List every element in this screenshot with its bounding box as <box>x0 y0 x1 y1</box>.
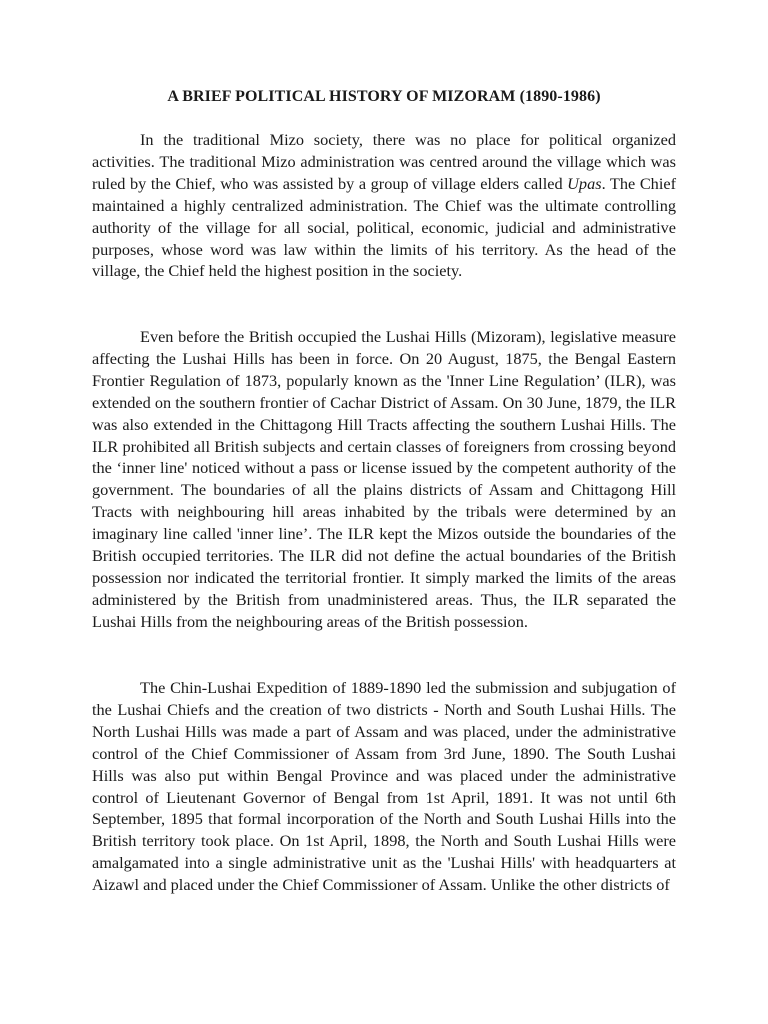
paragraph-traditional-society <box>92 129 676 282</box>
document-title: A BRIEF POLITICAL HISTORY OF MIZORAM (1890-1986) <box>167 88 601 105</box>
paragraph-chin-lushai-expedition: The Chin-Lushai Expedition of 1889-1890 led the submission and subjugation of the Lushai Chiefs and the creation of two districts - North and South Lushai Hills. The North Lushai Hills was made a part of Assam and was placed, under the administrative control of the Chief Commissioner of Assam from 3rd June, 1890. The South Lushai Hills was also put within Bengal Province and was placed under the administrative control of Lieutenant Governor of Bengal from 1st April, 1891. It was not until 6th September, 1895 that formal incorporation of the North and South Lushai Hills into the British territory took place. On 1st April, 1898, the North and South Lushai Hills were amalgamated into a single administrative unit as the 'Lushai Hills' with headquarters at Aizawl and placed under the Chief Commissioner of Assam. Unlike the other districts of <box>92 678 676 895</box>
paragraph-inner-line-regulation: Even before the British occupied the Lushai Hills (Mizoram), legislative measure affecting the Lushai Hills has been in force. On 20 August, 1875, the Bengal Eastern Frontier Regulation of 1873, popularly known as the 'Inner Line Regulation’ (ILR), was extended on the southern frontier of Cachar District of Assam. On 30 June, 1879, the ILR was also extended in the Chittagong Hill Tracts affecting the southern Lushai Hills. The ILR prohibited all British subjects and certain classes of foreigners from crossing beyond the ‘inner line' noticed without a pass or license issued by the competent authority of the government. The boundaries of all the plains districts of Assam and Chittagong Hill Tracts with neighbouring hill areas inhabited by the tribals were determined by an imaginary line called 'inner line’. The ILR kept the Mizos outside the boundaries of the British occupied territories. The ILR did not define the actual boundaries of the British possession nor indicated the territorial frontier. It simply marked the limits of the areas administered by the British from unadministered areas. Thus, the ILR separated the Lushai Hills from the neighbouring areas of the British possession. <box>92 327 676 631</box>
paragraph-1-text-end: . The Chief maintained a highly centralized administration. The Chief was the ultimate controlling authority of the village for all social, political, economic, judicial and administrative purposes, whose word was law within the limits of his territory. As the head of the village, the Chief held the highest position in the society. <box>92 173 676 281</box>
paragraph-1-italic-term: Upas <box>567 173 602 193</box>
paragraph-1-text-start: In the traditional Mizo society, there was no place for political organized activities. The traditional Mizo administration was centred around the village which was ruled by the Chief, who was assisted by a group of village elders called <box>92 130 676 193</box>
